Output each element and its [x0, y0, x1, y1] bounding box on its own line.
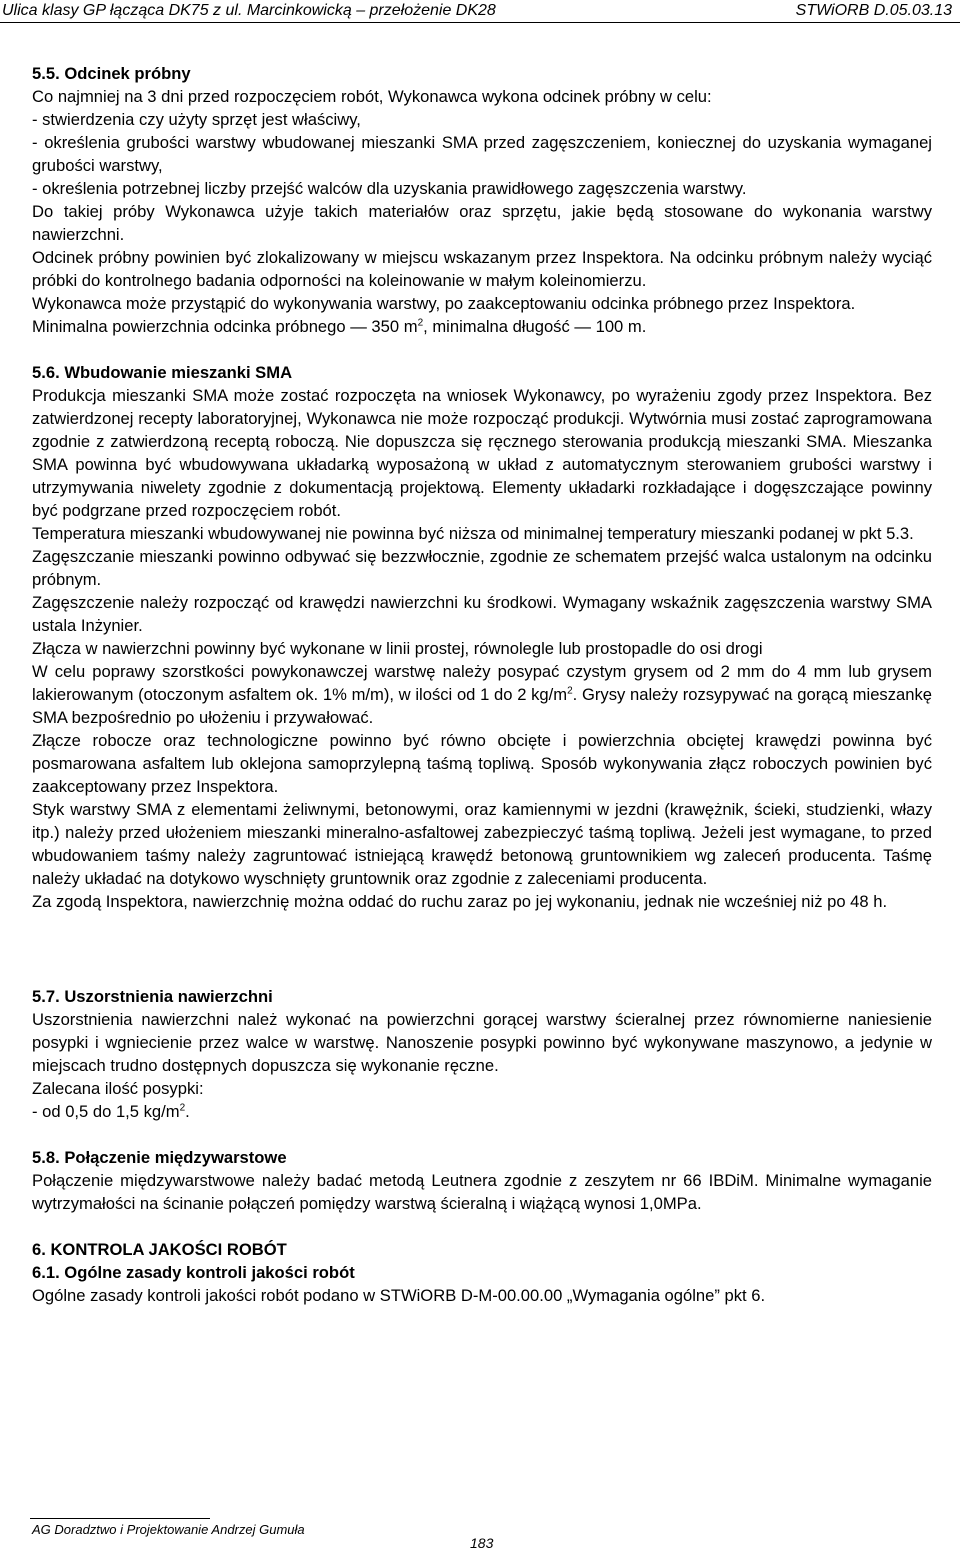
paragraph: Połączenie międzywarstwowe należy badać metodą Leutnera zgodnie z zeszytem nr 66 IBDiM. Minimalne wymaganie wytrzymałości na ścinanie połączeń pomiędzy warstwą ścieralną i wiążącą wynosi 1,0MPa. — [32, 1171, 932, 1213]
list-item: - określenia potrzebnej liczby przejść walców dla uzyskania prawidłowego zagęszczenia warstwy. — [32, 179, 747, 198]
paragraph: Minimalna powierzchnia odcinka próbnego — 350 $m^2$, minimalna długość — 100 m. — [32, 317, 647, 336]
footer-company: AG Doradztwo i Projektowanie Andrzej Gumuła — [32, 1522, 305, 1537]
section-6-1-heading: 6.1. Ogólne zasady kontroli jakości robót — [32, 1263, 355, 1282]
list-item: - określenia grubości warstwy wbudowanej mieszanki SMA przed zagęszczeniem, koniecznej do uzyskania wymaganej grubości warstwy, — [32, 133, 932, 175]
page-number: 183 — [470, 1535, 494, 1551]
paragraph: Zagęszczanie mieszanki powinno odbywać się bezzwłocznie, zgodnie ze schematem przejść walca ustalonym na odcinku próbnym. — [32, 547, 932, 589]
section-6-heading: 6. KONTROLA JAKOŚCI ROBÓT — [32, 1240, 287, 1259]
paragraph: Temperatura mieszanki wbudowywanej nie powinna być niższa od minimalnej temperatury mieszanki podanej w pkt 5.3. — [32, 524, 914, 543]
paragraph: Co najmniej na 3 dni przed rozpoczęciem robót, Wykonawca wykona odcinek próbny w celu: — [32, 87, 712, 106]
paragraph: Do takiej próby Wykonawca użyje takich materiałów oraz sprzętu, jakie będą stosowane do wykonania warstwy nawierzchni. — [32, 202, 932, 244]
paragraph: Ogólne zasady kontroli jakości robót podano w STWiORB D-M-00.00.00 „Wymagania ogólne” pkt 6. — [32, 1286, 766, 1305]
section-5-7-heading: 5.7. Uszorstnienia nawierzchni — [32, 987, 273, 1006]
paragraph: Złącza w nawierzchni powinny być wykonane w linii prostej, równolegle lub prostopadle do osi drogi — [32, 639, 763, 658]
paragraph: Złącze robocze oraz technologiczne powinno być równo obcięte i powierzchnia obciętej krawędzi powinna być posmarowana asfaltem lub oklejona samoprzylepną taśmą topliwą. Sposób wykonywania złącz roboczych powinien być zaakceptowany przez Inspektora. — [32, 731, 932, 796]
paragraph: Produkcja mieszanki SMA może zostać rozpoczęta na wniosek Wykonawcy, po wyrażeniu zgody przez Inspektora. Bez zatwierdzonej recepty laboratoryjnej, Wykonawca nie może rozpocząć produkcji. Wytwórnia musi zostać zaprogramowana zgodnie z zatwierdzoną receptą roboczą. Nie dopuszcza się ręcznego sterowania produkcją mieszanki SMA. Mieszanka SMA powinna być wbudowywana układarką wyposażoną w układ z automatycznym sterowaniem grubości warstwy i utrzymywania niwelety zgodnie z dokumentacją projektową. Elementy układarki rozkładające i dogęszczające powinny być podgrzane przed rozpoczęciem robót. — [32, 386, 932, 520]
paragraph: Wykonawca może przystąpić do wykonywania warstwy, po zaakceptowaniu odcinka próbnego przez Inspektora. — [32, 294, 856, 313]
document-body — [32, 62, 932, 1307]
footer-rule — [30, 1518, 210, 1519]
page-footer — [0, 1500, 960, 1550]
section-5-5-heading: 5.5. Odcinek próbny — [32, 64, 191, 83]
paragraph: Styk warstwy SMA z elementami żeliwnymi, betonowymi, oraz kamiennymi w jezdni (krawężnik, ścieki, studzienki, włazy itp.) należy przed ułożeniem mieszanki mineralno-asfaltowej zabezpieczyć taśmą topliwą. Jeżeli jest wymagane, to przed wbudowaniem taśmy należy zagruntować istniejącą krawędź betonową gruntownikiem wg zaleceń producenta. Taśmę należy układać na dotykowo wyschnięty gruntownik oraz zgodnie z zaleceniami producenta. — [32, 800, 932, 888]
paragraph: Zagęszczenie należy rozpocząć od krawędzi nawierzchni ku środkowi. Wymagany wskaźnik zagęszczenia warstwy SMA ustala Inżynier. — [32, 593, 932, 635]
section-5-6-heading: 5.6. Wbudowanie mieszanki SMA — [32, 363, 293, 382]
header-project-title: Ulica klasy GP łącząca DK75 z ul. Marcinkowicką – przełożenie DK28 — [2, 2, 496, 19]
page-header — [0, 0, 960, 22]
header-spec-code: STWiORB D.05.03.13 — [795, 2, 952, 19]
paragraph: Za zgodą Inspektora, nawierzchnię można oddać do ruchu zaraz po jej wykonaniu, jednak nie wcześniej niż po 48 h. — [32, 892, 888, 911]
paragraph: W celu poprawy szorstkości powykonawczej warstwę należy posypać czystym grysem od 2 mm do 4 mm lub grysem lakierowanym (otoczonym asfaltem ok. 1% m/m), w ilości od 1 do 2 $kg/m^2$. Grysy należy rozsypywać na gorącą mieszankę SMA bezpośrednio po ułożeniu i przywałować. — [32, 662, 932, 727]
paragraph: Zalecana ilość posypki: — [32, 1079, 204, 1098]
list-item: - stwierdzenia czy użyty sprzęt jest właściwy, — [32, 110, 361, 129]
header-rule — [0, 22, 960, 23]
paragraph: - od 0,5 do 1,5 $kg/m^2$. — [32, 1102, 190, 1121]
section-5-8-heading: 5.8. Połączenie międzywarstowe — [32, 1148, 287, 1167]
paragraph: Uszorstnienia nawierzchni należ wykonać na powierzchni gorącej warstwy ścieralnej przez równomierne naniesienie posypki i wgniecienie przez walce w warstwę. Nanoszenie posypki powinno być wykonywane maszynowo, a jedynie w miejscach trudno dostępnych dopuszcza się wykonanie ręczne. — [32, 1010, 932, 1075]
paragraph: Odcinek próbny powinien być zlokalizowany w miejscu wskazanym przez Inspektora. Na odcinku próbnym należy wyciąć próbki do kontrolnego badania odporności na koleinowanie w małym koleinomierzu. — [32, 248, 932, 290]
